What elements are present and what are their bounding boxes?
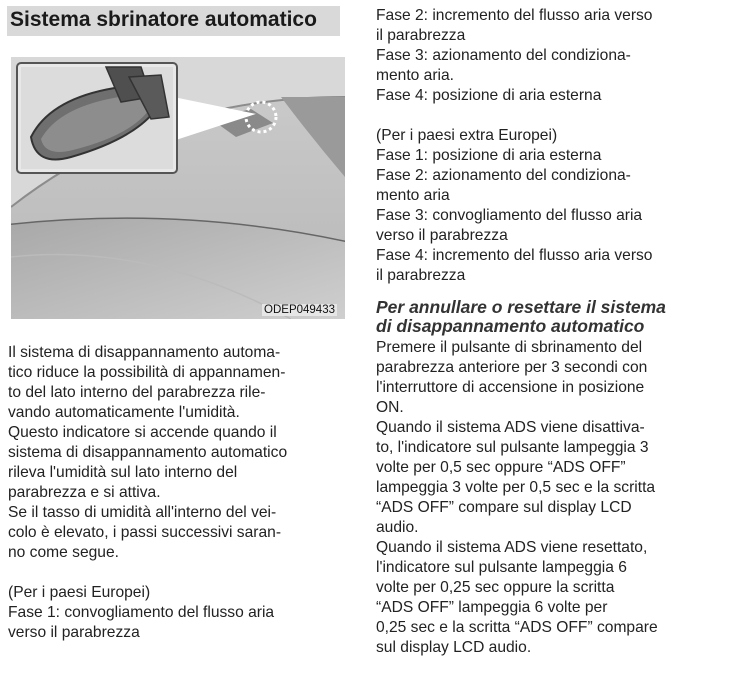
disable-line: Quando il sistema ADS viene disattiva- xyxy=(376,419,645,436)
description-line: tico riduce la possibilità di appannamen- xyxy=(8,364,286,381)
non-europe-step: Fase 4: incremento del flusso aria verso xyxy=(376,247,653,264)
windshield-drawing xyxy=(11,57,345,319)
non-europe-step: Fase 3: convogliamento del flusso aria xyxy=(376,207,643,224)
humidity-line: Se il tasso di umidità all'interno del vei- xyxy=(8,504,277,521)
reset-line: Premere il pulsante di sbrinamento del xyxy=(376,339,643,356)
reset-title-line: Per annullare o resettare il sistema xyxy=(376,297,666,317)
reset-line: l'interruttore di accensione in posizione xyxy=(376,379,645,396)
non-europe-step: verso il parabrezza xyxy=(376,227,508,244)
europe-step: Fase 3: azionamento del condiziona- xyxy=(376,47,631,64)
reset-line: ON. xyxy=(376,399,404,416)
resetted-line: sul display LCD audio. xyxy=(376,639,532,656)
reset-section-title xyxy=(376,298,717,336)
right-column xyxy=(376,6,717,658)
section-heading-box xyxy=(7,6,340,36)
windshield-illustration xyxy=(11,57,345,319)
europe-header: (Per i paesi Europei) xyxy=(8,584,151,601)
indicator-line: parabrezza e si attiva. xyxy=(8,484,161,501)
non-europe-step: il parabrezza xyxy=(376,267,466,284)
disable-line: to, l'indicatore sul pulsante lampeggia 3 xyxy=(376,439,649,456)
description-line: vando automaticamente l'umidità. xyxy=(8,404,240,421)
indicator-line: sistema di disappannamento automatico xyxy=(8,444,288,461)
disable-line: “ADS OFF” compare sul display LCD xyxy=(376,499,632,516)
non-europe-header: (Per i paesi extra Europei) xyxy=(376,127,558,144)
humidity-line: no come segue. xyxy=(8,544,119,561)
non-europe-step: mento aria xyxy=(376,187,450,204)
europe-step: Fase 1: convogliamento del flusso aria xyxy=(8,604,275,621)
page-title: Sistema sbrinatore automatico xyxy=(10,8,317,31)
resetted-line: l'indicatore sul pulsante lampeggia 6 xyxy=(376,559,627,576)
figure-code: ODEP049433 xyxy=(264,304,335,316)
resetted-line: 0,25 sec e la scritta “ADS OFF” compare xyxy=(376,619,658,636)
europe-step: il parabrezza xyxy=(376,27,466,44)
left-column xyxy=(8,343,347,643)
europe-step: Fase 2: incremento del flusso aria verso xyxy=(376,7,653,24)
disable-line: audio. xyxy=(376,519,419,536)
reset-line: parabrezza anteriore per 3 secondi con xyxy=(376,359,648,376)
non-europe-step: Fase 1: posizione di aria esterna xyxy=(376,147,602,164)
europe-step: Fase 4: posizione di aria esterna xyxy=(376,87,602,104)
europe-step: verso il parabrezza xyxy=(8,624,140,641)
europe-step: mento aria. xyxy=(376,67,455,84)
resetted-line: “ADS OFF” lampeggia 6 volte per xyxy=(376,599,608,616)
disable-line: lampeggia 3 volte per 0,5 sec e la scritta xyxy=(376,479,656,496)
resetted-line: volte per 0,25 sec oppure la scritta xyxy=(376,579,615,596)
description-line: to del lato interno del parabrezza rile- xyxy=(8,384,266,401)
indicator-line: Questo indicatore si accende quando il xyxy=(8,424,277,441)
resetted-line: Quando il sistema ADS viene resettato, xyxy=(376,539,648,556)
humidity-line: colo è elevato, i passi successivi saran- xyxy=(8,524,282,541)
description-line: Il sistema di disappannamento automa- xyxy=(8,344,281,361)
reset-title-line: di disappannamento automatico xyxy=(376,316,645,336)
indicator-line: rileva l'umidità sul lato interno del xyxy=(8,464,238,481)
non-europe-step: Fase 2: azionamento del condiziona- xyxy=(376,167,631,184)
disable-line: volte per 0,5 sec oppure “ADS OFF” xyxy=(376,459,626,476)
